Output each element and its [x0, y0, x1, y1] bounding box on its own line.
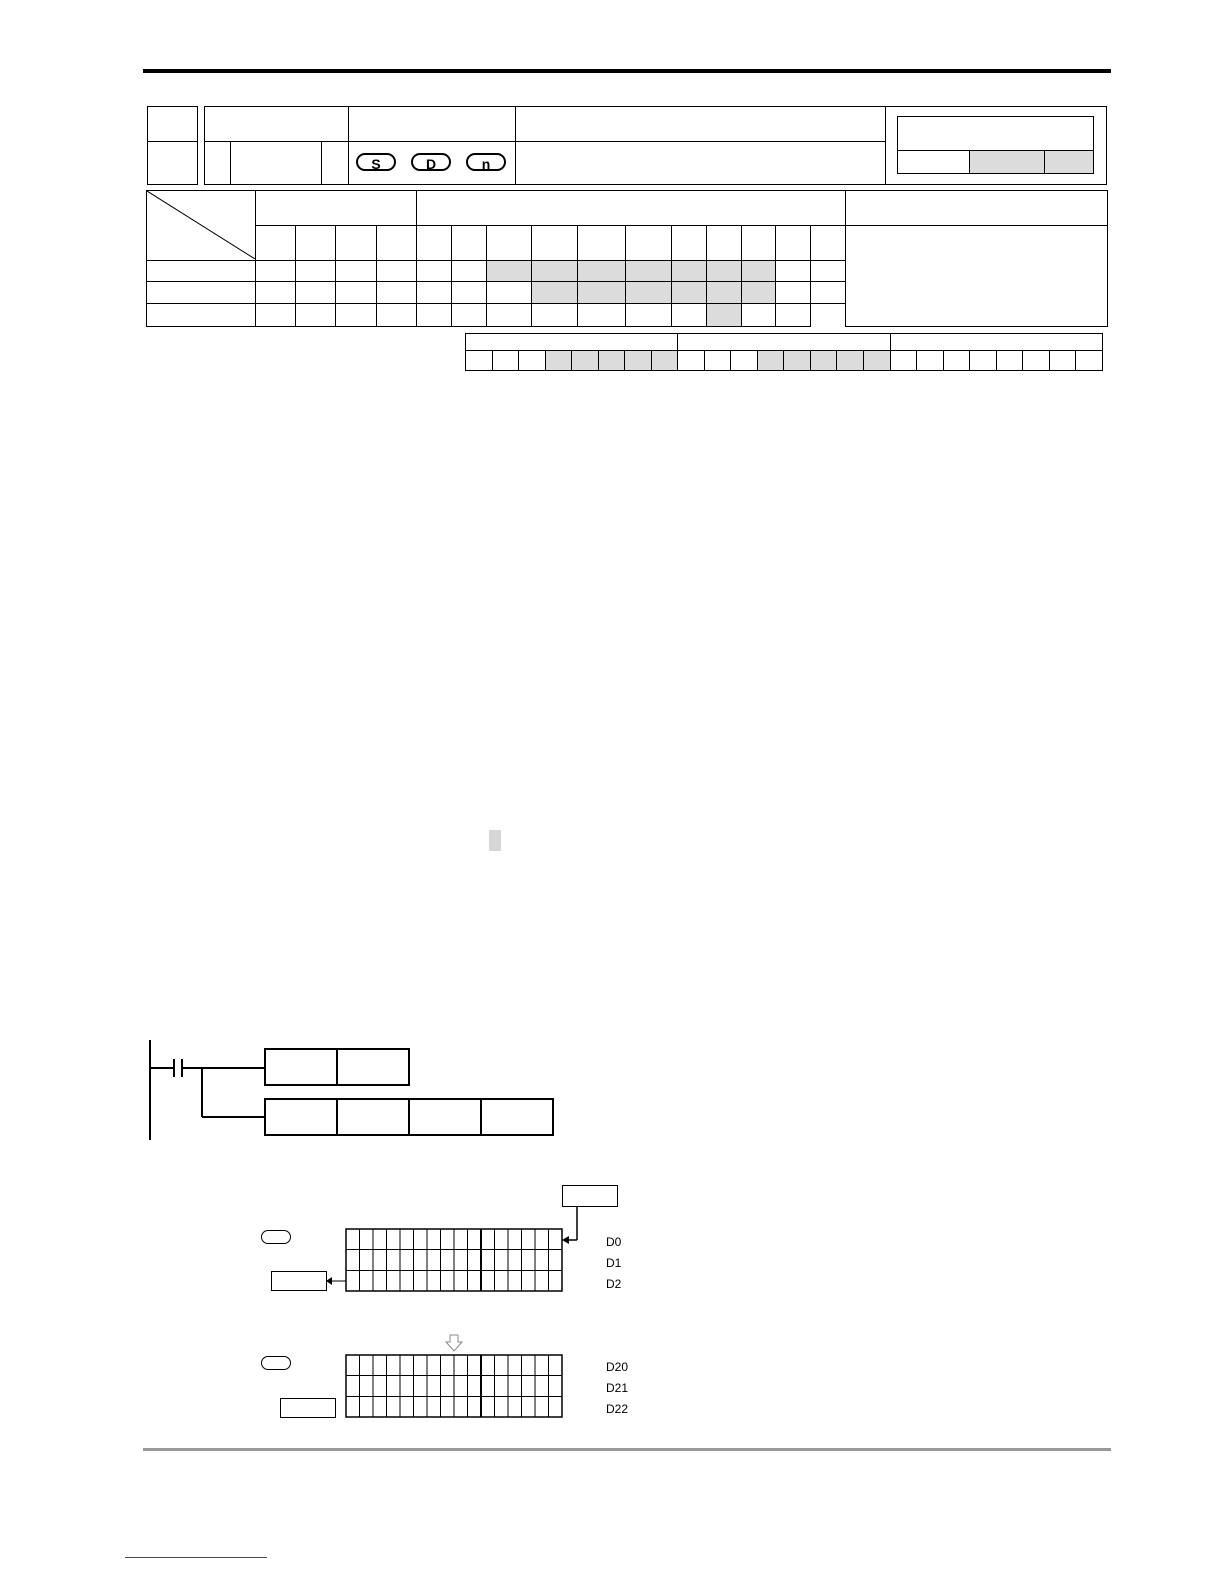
carry-box-bottom	[280, 1398, 336, 1418]
mnemonic-box	[204, 106, 349, 142]
api-number-box	[147, 106, 198, 142]
register-label-d0: D0	[606, 1235, 622, 1249]
register-label-d21: D21	[606, 1381, 629, 1395]
controllers-title	[897, 116, 1094, 151]
operand-n-pill: n	[466, 153, 506, 171]
carry-arrow	[326, 1275, 348, 1287]
register-label-d1: D1	[606, 1256, 622, 1270]
register-label-d2: D2	[606, 1277, 622, 1291]
flags-table	[465, 333, 1103, 371]
notes-header	[846, 191, 1108, 226]
flags-group-3	[890, 334, 1103, 351]
notes-cell	[846, 226, 1108, 327]
flags-group-2	[678, 334, 890, 351]
footer-rule	[143, 1448, 1111, 1451]
carry-box-top	[271, 1271, 327, 1291]
controller-cell-2	[969, 150, 1045, 174]
register-grid-top	[345, 1228, 563, 1292]
register-label-d20: D20	[606, 1360, 629, 1374]
register-label-d22: D22	[606, 1402, 629, 1416]
top-rule	[143, 69, 1111, 73]
function-box	[515, 141, 886, 185]
word-devices-header	[417, 191, 846, 226]
operands-header-box	[348, 106, 516, 142]
mnemonic-row	[204, 141, 349, 185]
down-arrow-icon	[445, 1334, 463, 1352]
mnemonic-divider-right	[321, 141, 322, 185]
source-oval-bottom	[261, 1356, 291, 1370]
input-arrow	[560, 1205, 600, 1245]
register-grid-bottom	[345, 1354, 563, 1418]
controller-cell-1	[897, 150, 970, 174]
input-box-top	[562, 1185, 618, 1207]
operand-d-pill: D	[411, 153, 451, 171]
controller-cell-3	[1044, 150, 1094, 174]
flags-group-1	[466, 334, 678, 351]
mnemonic-divider-left	[230, 141, 231, 185]
source-oval-top	[261, 1230, 291, 1244]
bit-devices-header	[256, 191, 417, 226]
gray-mark	[489, 830, 501, 851]
footer-link-underline[interactable]	[125, 1557, 267, 1558]
function-header-box	[515, 106, 886, 142]
device-table	[146, 190, 1108, 327]
ladder-diagram	[140, 1035, 560, 1145]
pulse-marker-box	[147, 141, 198, 185]
corner-diagonal	[147, 191, 255, 259]
operand-s-pill: S	[356, 153, 396, 171]
